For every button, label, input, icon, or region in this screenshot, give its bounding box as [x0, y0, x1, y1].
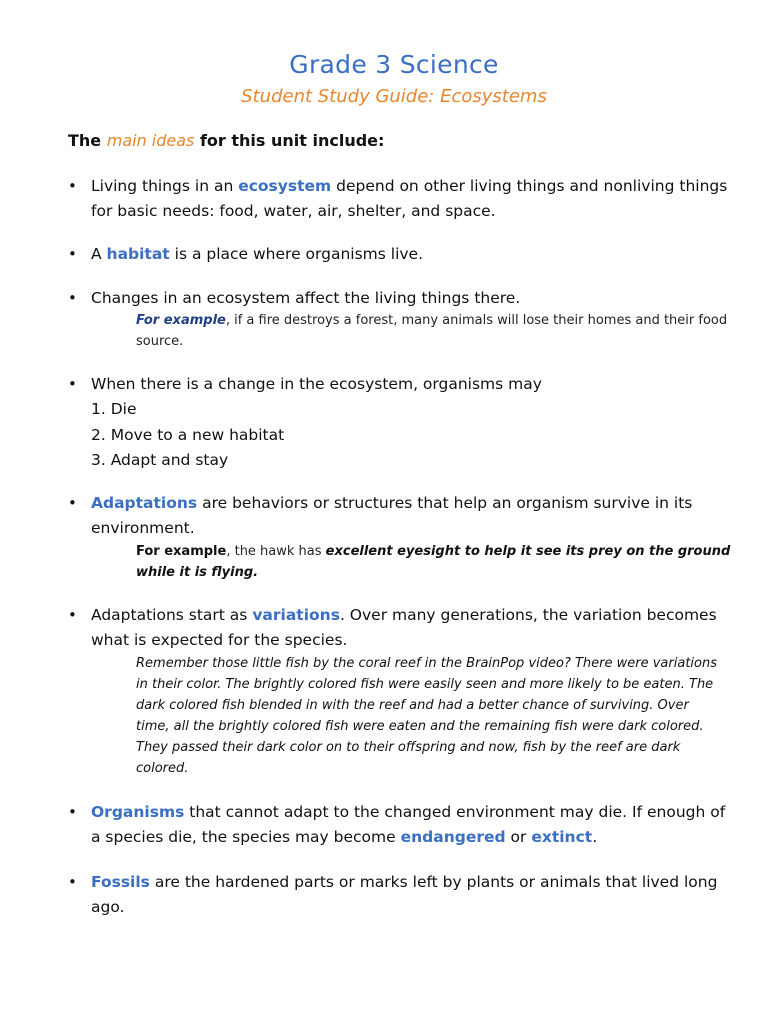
text-span: or	[505, 828, 532, 846]
bullet-habitat	[68, 242, 728, 267]
intro-highlight: main ideas	[106, 131, 195, 150]
note-lead: For example	[136, 313, 226, 328]
bullet-dot: •	[68, 494, 77, 512]
keyword-extinct: extinct	[531, 828, 593, 846]
intro-suffix: for this unit include:	[194, 131, 385, 150]
bullet-ecosystem	[68, 174, 728, 224]
intro-prefix: The	[68, 131, 107, 150]
note-text: , if a fire destroys a forest, many animals will lose their homes and their food source.	[136, 313, 728, 349]
keyword-adaptations: Adaptations	[91, 494, 198, 512]
bullet-dot: •	[68, 606, 77, 624]
bullet-text	[91, 603, 728, 653]
text-span: . Over many generations, the variation becomes what is expected for the species.	[91, 606, 717, 649]
bullet-dot: •	[68, 289, 77, 307]
keyword-ecosystem: ecosystem	[238, 177, 332, 195]
bullet-fossils	[68, 870, 728, 920]
bullet-dot: •	[68, 375, 77, 393]
bullet-organisms	[68, 800, 728, 850]
text-span: are behaviors or structures that help an organism survive in its environment.	[91, 494, 693, 537]
page-title: Grade 3 Science	[289, 50, 499, 79]
keyword-habitat: habitat	[106, 245, 170, 263]
text-span: depend on other living things and nonliving things for basic needs: food, water, air, shelter, and space.	[91, 177, 728, 220]
bullet-text: Changes in an ecosystem affect the living things there.	[91, 289, 521, 307]
note-emphasis: excellent eyesight to help it see its prey on the ground while it is flying.	[136, 544, 731, 580]
keyword-endangered: endangered	[400, 828, 506, 846]
example-note-fish: Remember those little fish by the coral reef in the BrainPop video? There were variations in their color. The brightly colored fish were easily seen and more likely to be eaten. The dark colored fish blended in with the reef and had a better chance of surviving. Over time, all the brightly colored fish were eaten and the remaining fish were dark colored. They passed their dark color on to their offspring and now, fish by the reef are dark colored.	[136, 656, 717, 776]
bullet-dot: •	[68, 873, 77, 891]
bullet-text	[91, 800, 728, 850]
bullet-text	[91, 242, 728, 267]
bullet-adaptations	[68, 491, 728, 541]
bullet-variations	[68, 603, 728, 653]
example-note-fire	[136, 310, 736, 352]
bullet-text	[91, 870, 728, 920]
bullet-text	[91, 491, 728, 541]
bullet-dot: •	[68, 803, 77, 821]
note-lead: For example	[136, 544, 227, 559]
text-span: Adaptations start as	[91, 606, 253, 624]
text-span: are the hardened parts or marks left by plants or animals that lived long ago.	[91, 873, 718, 916]
intro-heading	[68, 131, 384, 150]
example-note-hawk	[136, 541, 736, 583]
bullet-text: When there is a change in the ecosystem, organisms may	[91, 375, 542, 393]
bullet-dot: •	[68, 177, 77, 195]
text-span: A	[91, 245, 107, 263]
text-span: is a place where organisms live.	[169, 245, 424, 263]
numbered-item-die: 1. Die	[91, 400, 137, 418]
bullet-change-outcomes	[68, 372, 728, 474]
bullet-text	[91, 174, 728, 224]
numbered-item-move: 2. Move to a new habitat	[91, 425, 285, 444]
bullet-dot: •	[68, 245, 77, 263]
note-text: , the hawk has	[226, 544, 326, 559]
bullet-changes	[68, 286, 728, 311]
numbered-item-adapt: 3. Adapt and stay	[91, 451, 229, 469]
keyword-variations: variations	[252, 606, 340, 624]
keyword-fossils: Fossils	[91, 873, 150, 891]
text-span: .	[592, 828, 598, 846]
text-span: Living things in an	[91, 177, 239, 195]
keyword-organisms: Organisms	[91, 803, 185, 821]
text-span: that cannot adapt to the changed environment may die. If enough of a species die, the species may become	[91, 803, 726, 846]
page-subtitle: Student Study Guide: Ecosystems	[241, 86, 547, 107]
